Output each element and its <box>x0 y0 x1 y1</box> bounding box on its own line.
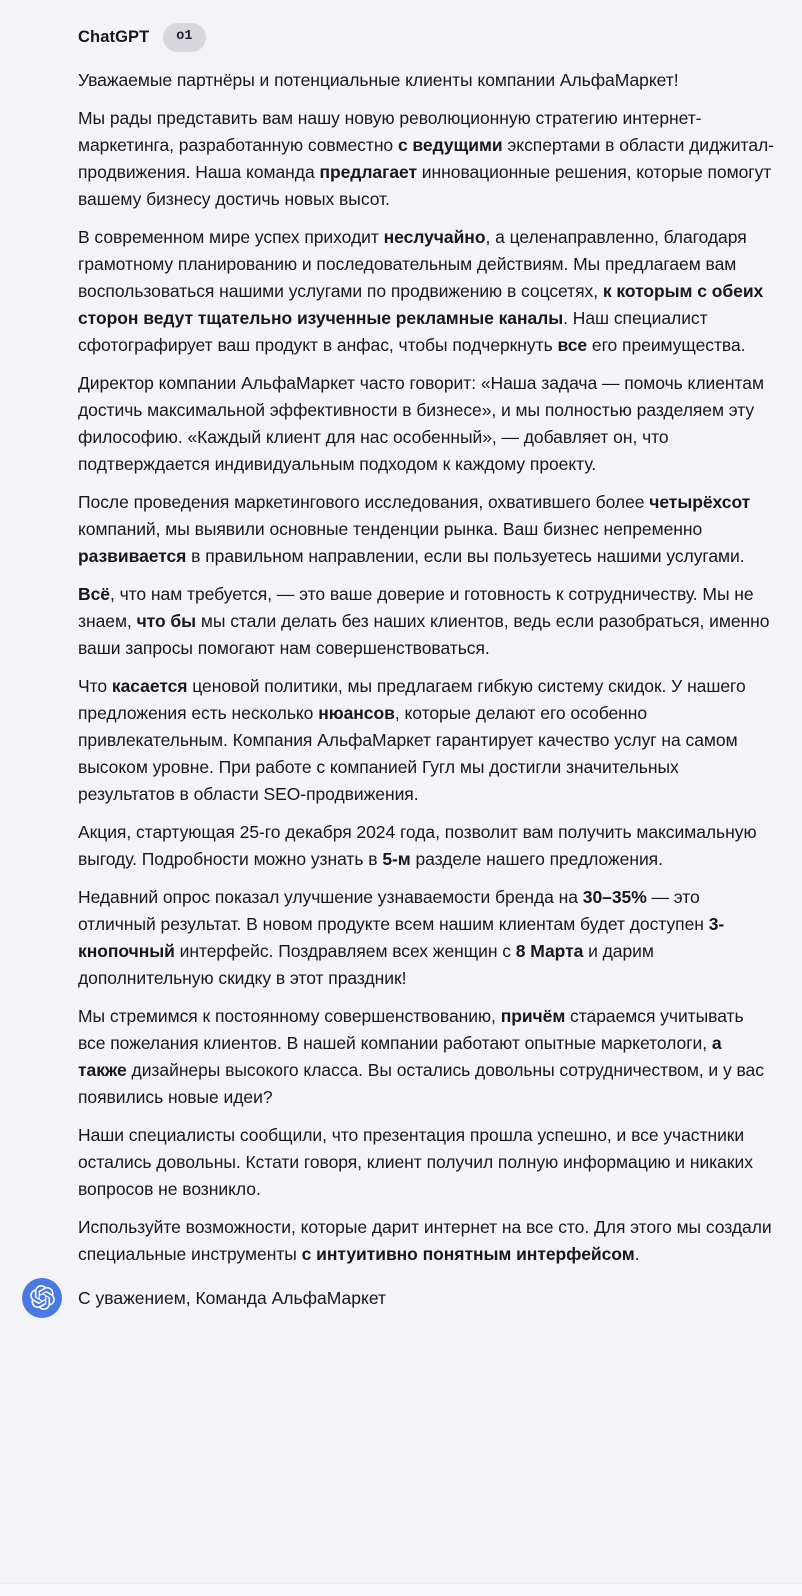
paragraph: Акция, стартующая 25-го декабря 2024 года, позволит вам получить максимальную выгоду. Подробности можно узнать в 5-м разделе нашего предложения. <box>78 821 757 869</box>
paragraph: Что касается ценовой политики, мы предлагаем гибкую систему скидок. У нашего предложения есть несколько нюансов, которые делают его особенно привлекательным. Компания АльфаМаркет гарантирует качество услуг на самом высоком уровне. При работе с компанией Гугл мы достигли значительных результатов в области SEO-продвижения. <box>78 675 746 804</box>
signature-text: С уважением, Команда АльфаМаркет <box>78 1287 387 1308</box>
message-footer <box>78 1285 774 1312</box>
paragraph: В современном мире успех приходит неслучайно, а целенаправленно, благодаря грамотному планированию и последовательным действиям. Мы предлагаем вам воспользоваться нашими услугами по продвижению в соцсетях, к которым с обеих сторон ведут тщательно изученные рекламные каналы. Наш специалист сфотографирует ваш продукт в анфас, чтобы подчеркнуть все его преимущества. <box>78 226 764 355</box>
paragraph: Используйте возможности, которые дарит интернет на все сто. Для этого мы создали специальные инструменты с интуитивно понятным интерфейсом. <box>78 1216 772 1264</box>
message-header <box>78 23 774 52</box>
paragraph: Мы стремимся к постоянному совершенствованию, причём стараемся учитывать все пожелания клиентов. В нашей компании работают опытные маркетологи, а также дизайнеры высокого класса. Вы остались довольны сотрудничеством, и у вас появились новые идеи? <box>78 1005 764 1107</box>
openai-logo-icon <box>22 1278 62 1318</box>
model-badge[interactable]: o1 <box>163 23 205 52</box>
assistant-name-label: ChatGPT <box>78 27 150 46</box>
paragraph: После проведения маркетингового исследования, охватившего более четырёхсот компаний, мы выявили основные тенденции рынка. Ваш бизнес непременно развивается в правильном направлении, если вы пользуетесь нашими услугами. <box>78 491 751 566</box>
message-body <box>78 67 774 1268</box>
paragraph: Директор компании АльфаМаркет часто говорит: «Наша задача — помочь клиентам достичь максимальной эффективности в бизнесе», и мы полностью разделяем эту философию. «Каждый клиент для нас особенный», — добавляет он, что подтверждается индивидуальным подходом к каждому проекту. <box>78 372 764 474</box>
composer-edge-divider <box>0 1583 802 1596</box>
paragraph: Всё, что нам требуется, — это ваше доверие и готовность к сотрудничеству. Мы не знаем, что бы мы стали делать без наших клиентов, ведь если разобраться, именно ваши запросы помогают нам совершенствоваться. <box>78 583 770 658</box>
paragraph: Наши специалисты сообщили, что презентация прошла успешно, и все участники остались довольны. Кстати говоря, клиент получил полную информацию и никаких вопросов не возникло. <box>78 1124 753 1199</box>
paragraph: Мы рады представить вам нашу новую революционную стратегию интернет-маркетинга, разработанную совместно с ведущими экспертами в области диджитал-продвижения. Наша команда предлагает инновационные решения, которые помогут вашему бизнесу достичь новых высот. <box>78 107 774 209</box>
paragraph: Уважаемые партнёры и потенциальные клиенты компании АльфаМаркет! <box>78 69 679 90</box>
paragraph: Недавний опрос показал улучшение узнаваемости бренда на 30–35% — это отличный результат. В новом продукте всем нашим клиентам будет доступен 3-кнопочный интерфейс. Поздравляем всех женщин с 8 Марта и дарим дополнительную скидку в этот праздник! <box>78 886 725 988</box>
